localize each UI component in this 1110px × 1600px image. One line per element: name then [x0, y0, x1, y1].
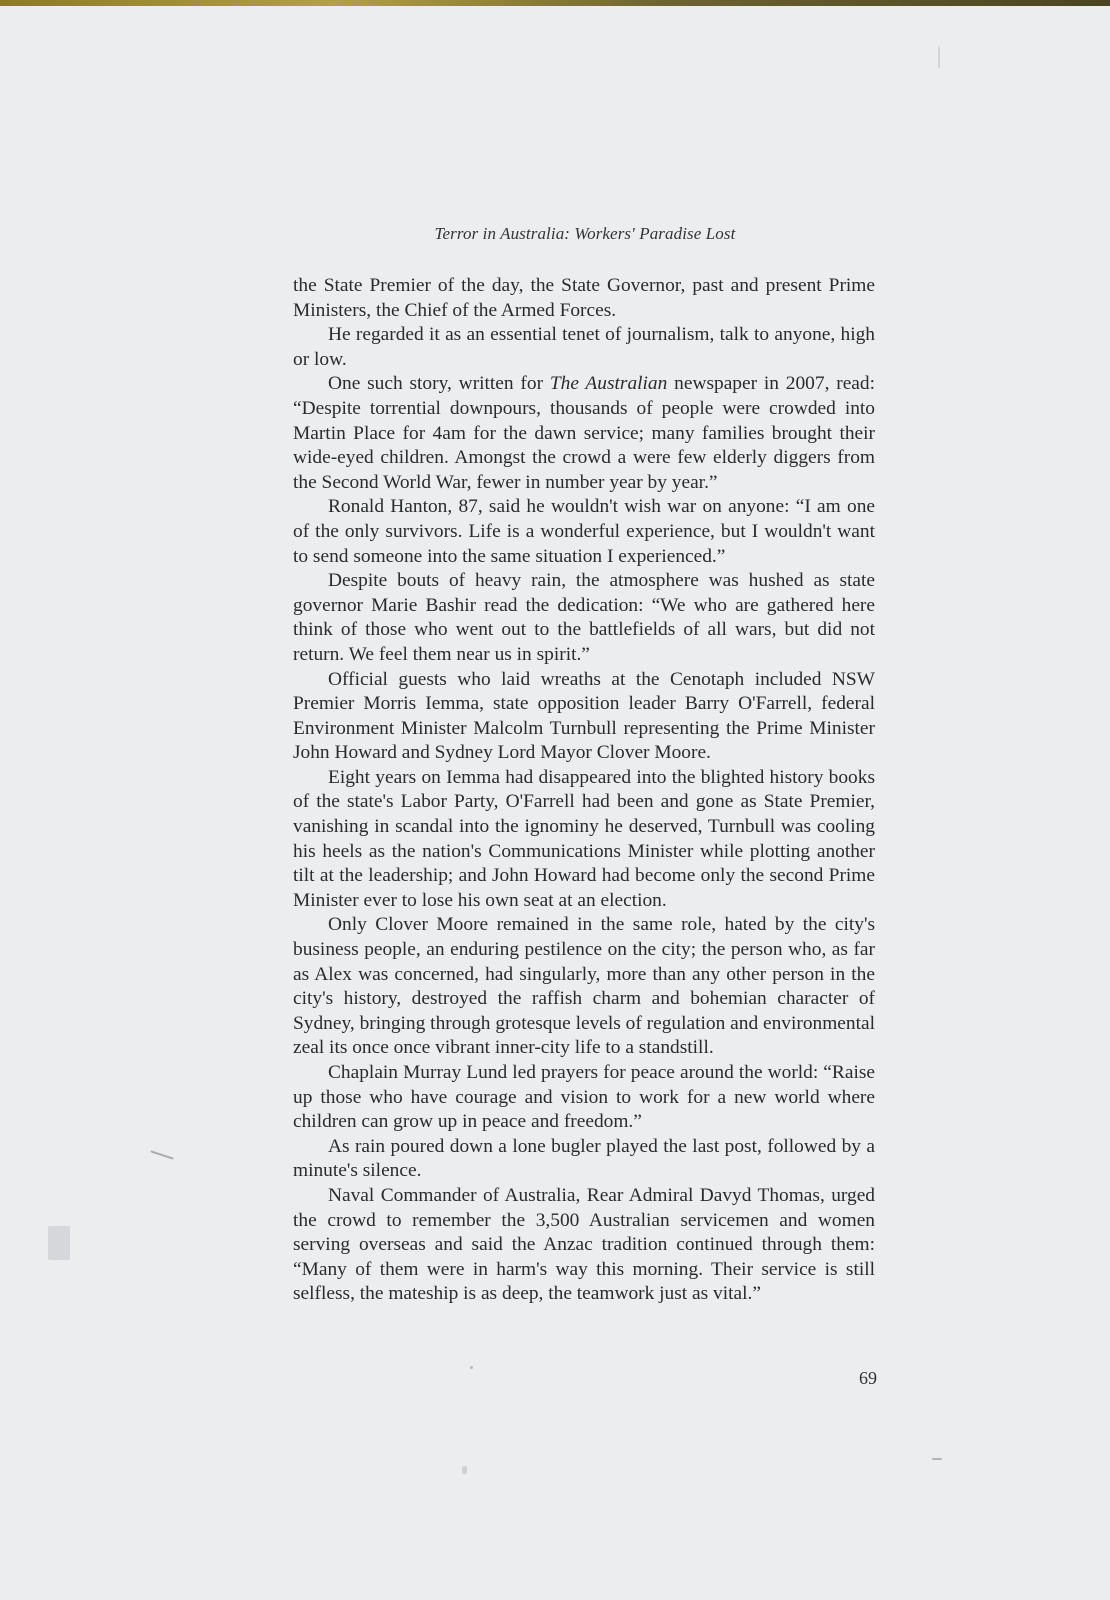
- scan-speck: [150, 1150, 173, 1159]
- paragraph: Ronald Hanton, 87, said he wouldn't wish war on anyone: “I am one of the only survivors. Life is a wonderful experience, but I wouldn't want to send someone into the same situation I experienced.”: [293, 496, 875, 567]
- scan-speck: [48, 1226, 70, 1260]
- scan-speck: [470, 1366, 473, 1369]
- paragraph: He regarded it as an essential tenet of journalism, talk to anyone, high or low.: [293, 324, 875, 370]
- paragraph-text: One such story, written for: [328, 373, 550, 395]
- paragraph: [293, 372, 875, 495]
- paragraph: As rain poured down a lone bugler played the last post, followed by a minute's silence.: [293, 1135, 875, 1182]
- page-number: 69: [859, 1368, 877, 1388]
- paragraph: Official guests who laid wreaths at the Cenotaph included NSW Premier Morris Iemma, state opposition leader Barry O'Farrell, federal Environment Minister Malcolm Turnbull representing the Prime Minister John Howard and Sydney Lord Mayor Clover Moore.: [293, 668, 875, 764]
- scan-speck: [462, 1466, 467, 1474]
- paragraph: Despite bouts of heavy rain, the atmosphere was hushed as state governor Marie Bashir read the dedication: “We who are gathered here think of those who went out to the battlefields of all wars, but did not return. We feel them near us in spirit.”: [293, 570, 875, 665]
- paragraph: Eight years on Iemma had disappeared into the blighted history books of the state's Labor Party, O'Farrell had been and gone as State Premier, vanishing in scandal into the ignominy he deserved, Turnbull was cooling his heels as the nation's Communications Minister while plotting another tilt at the leadership; and John Howard had become only the second Prime Minister ever to lose his own seat at an election.: [293, 766, 875, 911]
- newspaper-title: The Australian: [549, 373, 668, 395]
- scan-speck: [938, 46, 940, 68]
- paragraph-text: newspaper in 2007, read: “Despite torrential downpours, thousands of people were crowded into Martin Place for 4am for the dawn service; many families brought their wide-eyed children. Amongst the crowd a were few elderly diggers from the Second World War, fewer in number year by year.”: [293, 373, 875, 493]
- scan-speck: [932, 1458, 942, 1460]
- book-page: [0, 6, 1110, 1600]
- paragraph: Only Clover Moore remained in the same role, hated by the city's business people, an enduring pestilence on the city; the person who, as far as Alex was concerned, had singularly, more than any other person in the city's history, destroyed the raffish charm and bohemian character of Sydney, bringing through grotesque levels of regulation and environmental zeal its once once vibrant inner-city life to a standstill.: [293, 914, 875, 1059]
- running-header: Terror in Australia: Workers' Paradise Lost: [434, 224, 736, 243]
- paragraph: Chaplain Murray Lund led prayers for peace around the world: “Raise up those who have courage and vision to work for a new world where children can grow up in peace and freedom.”: [293, 1062, 875, 1133]
- body-text: [293, 274, 875, 1307]
- paragraph: the State Premier of the day, the State Governor, past and present Prime Ministers, the Chief of the Armed Forces.: [293, 275, 875, 321]
- paragraph: Naval Commander of Australia, Rear Admiral Davyd Thomas, urged the crowd to remember the 3,500 Australian servicemen and women serving overseas and said the Anzac tradition continued through them: “Many of them were in harm's way this morning. Their service is still selfless, the mateship is as deep, the teamwork just as vital.”: [293, 1184, 875, 1305]
